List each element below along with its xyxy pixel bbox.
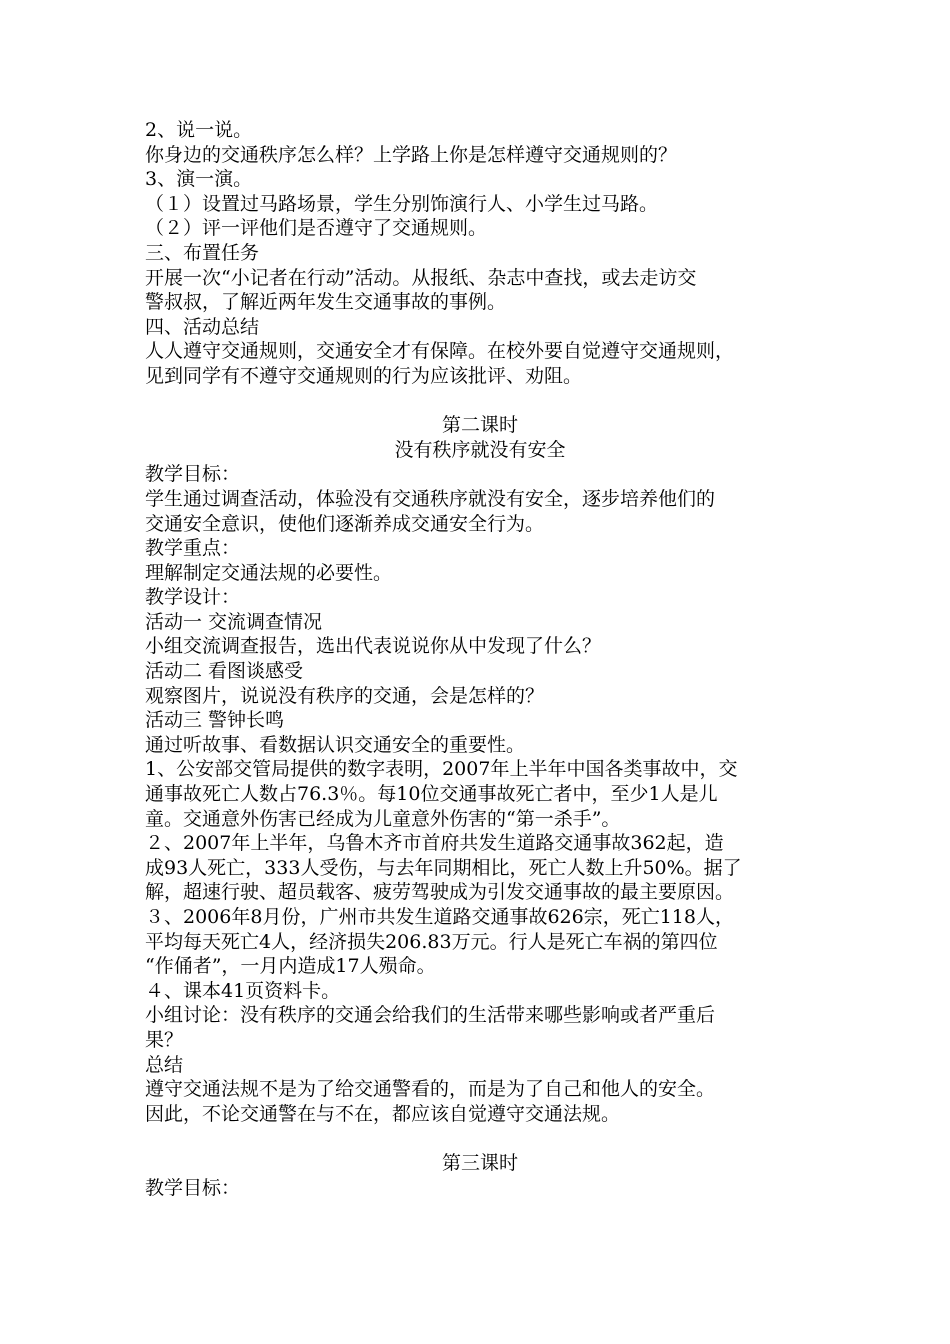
text-line: ２、2007年上半年，乌鲁木齐市首府共发生道路交通事故362起，造 — [145, 832, 724, 855]
lesson-3 — [145, 1151, 815, 1200]
text-line: 教学重点： — [145, 537, 241, 560]
spacer — [145, 389, 815, 414]
text-line: 见到同学有不遵守交通规则的行为应该批评、劝阻。 — [145, 364, 583, 387]
text-line: 因此，不论交通警在与不在，都应该自觉遵守交通法规。 — [145, 1102, 621, 1125]
text-line: 活动三 警钟长鸣 — [145, 709, 285, 732]
lesson-heading: 第三课时 — [441, 1151, 518, 1174]
text-line: 3、演一演。 — [145, 168, 253, 191]
document-page — [145, 118, 815, 1200]
text-line: （１）设置过马路场景，学生分别饰演行人、小学生过马路。 — [145, 192, 659, 215]
text-line: （２）评一评他们是否遵守了交通规则。 — [145, 217, 488, 240]
lesson-heading: 第二课时 — [441, 414, 518, 437]
text-line: 学生通过调查活动，体验没有交通秩序就没有安全，逐步培养他们的 — [145, 487, 716, 510]
text-line: 通事故死亡人数占76.3％。每10位交通事故死亡者中，至少1人是儿 — [145, 783, 718, 806]
text-line: 你身边的交通秩序怎么样？上学路上你是怎样遵守交通规则的？ — [145, 143, 678, 166]
text-line: 观察图片，说说没有秩序的交通，会是怎样的？ — [145, 684, 545, 707]
text-line: ４、课本41页资料卡。 — [145, 979, 341, 1002]
text-line: 平均每天死亡4人，经济损失206.83万元。行人是死亡车祸的第四位 — [145, 930, 718, 953]
text-line: 理解制定交通法规的必要性。 — [145, 561, 393, 584]
text-line: 1、公安部交管局提供的数字表明，2007年上半年中国各类事故中，交 — [145, 758, 738, 781]
lesson-2 — [145, 413, 815, 1126]
text-line: 果？ — [145, 1028, 184, 1051]
text-line: 开展一次“小记者在行动”活动。从报纸、杂志中查找，或去走访交 — [145, 266, 697, 289]
section-heading: 三、布置任务 — [145, 241, 260, 264]
text-line: 警叔叔，了解近两年发生交通事故的事例。 — [145, 291, 507, 314]
text-line: 教学目标： — [145, 1176, 241, 1199]
text-line: 小组交流调查报告，选出代表说说你从中发现了什么？ — [145, 635, 602, 658]
text-line: 人人遵守交通规则，交通安全才有保障。在校外要自觉遵守交通规则， — [145, 340, 735, 363]
section-heading: 四、活动总结 — [145, 315, 260, 338]
text-line: 2、说一说。 — [145, 119, 253, 141]
text-line: 小组讨论：没有秩序的交通会给我们的生活带来哪些影响或者严重后 — [145, 1004, 716, 1027]
text-line: 交通安全意识，使他们逐渐养成交通安全行为。 — [145, 512, 545, 535]
text-line: 活动一 交流调查情况 — [145, 610, 323, 633]
text-line: 总结 — [145, 1053, 184, 1076]
text-line: 教学设计： — [145, 586, 241, 609]
text-line: 活动二 看图谈感受 — [145, 660, 304, 683]
section-1 — [145, 118, 815, 389]
text-line: 童。交通意外伤害已经成为儿童意外伤害的“第一杀手”。 — [145, 807, 621, 830]
text-line: 通过听故事、看数据认识交通安全的重要性。 — [145, 733, 526, 756]
text-line: 成93人死亡，333人受伤，与去年同期相比，死亡人数上升50%。据了 — [145, 856, 742, 879]
spacer — [145, 1126, 815, 1151]
text-line: “作俑者”，一月内造成17人殒命。 — [145, 955, 436, 978]
text-line: ３、2006年8月份，广州市共发生道路交通事故626宗，死亡118人， — [145, 906, 734, 928]
text-line: 遵守交通法规不是为了给交通警看的，而是为了自己和他人的安全。 — [145, 1078, 716, 1101]
text-line: 教学目标： — [145, 463, 241, 486]
text-line: 解，超速行驶、超员载客、疲劳驾驶成为引发交通事故的最主要原因。 — [145, 881, 735, 904]
lesson-title: 没有秩序就没有安全 — [394, 438, 566, 461]
